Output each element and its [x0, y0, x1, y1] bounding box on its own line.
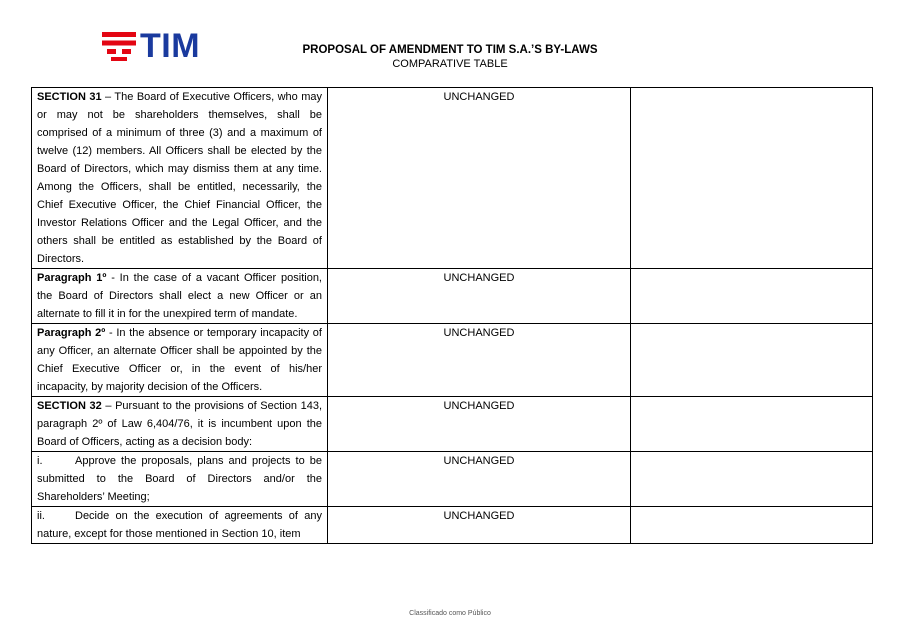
status-cell: UNCHANGED — [328, 269, 631, 324]
clause-text: - In the case of a vacant Officer position, the Board of Directors shall elect a new Officer or an alternate to fill it in for the unexpired term of mandate. — [37, 272, 322, 320]
tim-logo — [102, 27, 201, 65]
current-text-cell — [32, 507, 328, 544]
logo-text: TIM — [140, 27, 201, 65]
current-text-cell — [32, 324, 328, 397]
status-cell: UNCHANGED — [328, 507, 631, 544]
tim-stripes-icon — [102, 31, 136, 61]
current-text-cell — [32, 452, 328, 507]
notes-cell — [631, 452, 873, 507]
clause-text: - In the absence or temporary incapacity of any Officer, an alternate Officer shall be appointed by the Chief Executive Officer or, in the event of his/her incapacity, by majority decision of the Officers. — [37, 327, 322, 393]
clause-text: – The Board of Executive Officers, who may or may not be shareholders themselves, shall be comprised of a minimum of three (3) and a maximum of twelve (12) members. All Officers shall be elected by the Board of Directors, which may dismiss them at any time. Among the Officers, shall be entitled, necessarily, the Chief Executive Officer, the Chief Financial Officer, the Investor Relations Officer and the Legal Officer, and the others shall be entitled as established by the Board of Directors. — [37, 91, 323, 265]
table-row — [32, 397, 873, 452]
clause-text: Decide on the execution of agreements of any nature, except for those mentioned in Section 10, item — [37, 510, 322, 540]
clause-lead: SECTION 32 — [37, 400, 102, 412]
notes-cell — [631, 324, 873, 397]
notes-cell — [631, 269, 873, 324]
status-cell: UNCHANGED — [328, 452, 631, 507]
clause-lead: SECTION 31 — [37, 91, 102, 103]
notes-cell — [631, 397, 873, 452]
status-cell: UNCHANGED — [328, 88, 631, 269]
notes-cell — [631, 507, 873, 544]
item-numeral: ii. — [37, 510, 45, 522]
document-header — [300, 43, 600, 71]
table-row — [32, 507, 873, 544]
document-title: PROPOSAL OF AMENDMENT TO TIM S.A.’S BY-LAWS — [302, 44, 598, 56]
current-text-cell — [32, 269, 328, 324]
clause-text: – Pursuant to the provisions of Section 143, paragraph 2º of Law 6,404/76, it is incumbent upon the Board of Officers, acting as a decision body: — [37, 400, 323, 448]
table-row — [32, 88, 873, 269]
table-row — [32, 324, 873, 397]
clause-text: Approve the proposals, plans and projects to be submitted to the Board of Directors and/or the Shareholders’ Meeting; — [37, 455, 322, 503]
item-numeral: i. — [37, 455, 43, 467]
current-text-cell — [32, 397, 328, 452]
table-row — [32, 452, 873, 507]
comparative-table — [31, 87, 873, 544]
status-cell: UNCHANGED — [328, 324, 631, 397]
table-row — [32, 269, 873, 324]
clause-lead: Paragraph 1º — [37, 272, 107, 284]
clause-lead: Paragraph 2º — [37, 327, 106, 339]
classification-footer: Classificado como Público — [409, 610, 491, 617]
notes-cell — [631, 88, 873, 269]
status-cell: UNCHANGED — [328, 397, 631, 452]
document-subtitle: COMPARATIVE TABLE — [392, 58, 508, 70]
current-text-cell — [32, 88, 328, 269]
